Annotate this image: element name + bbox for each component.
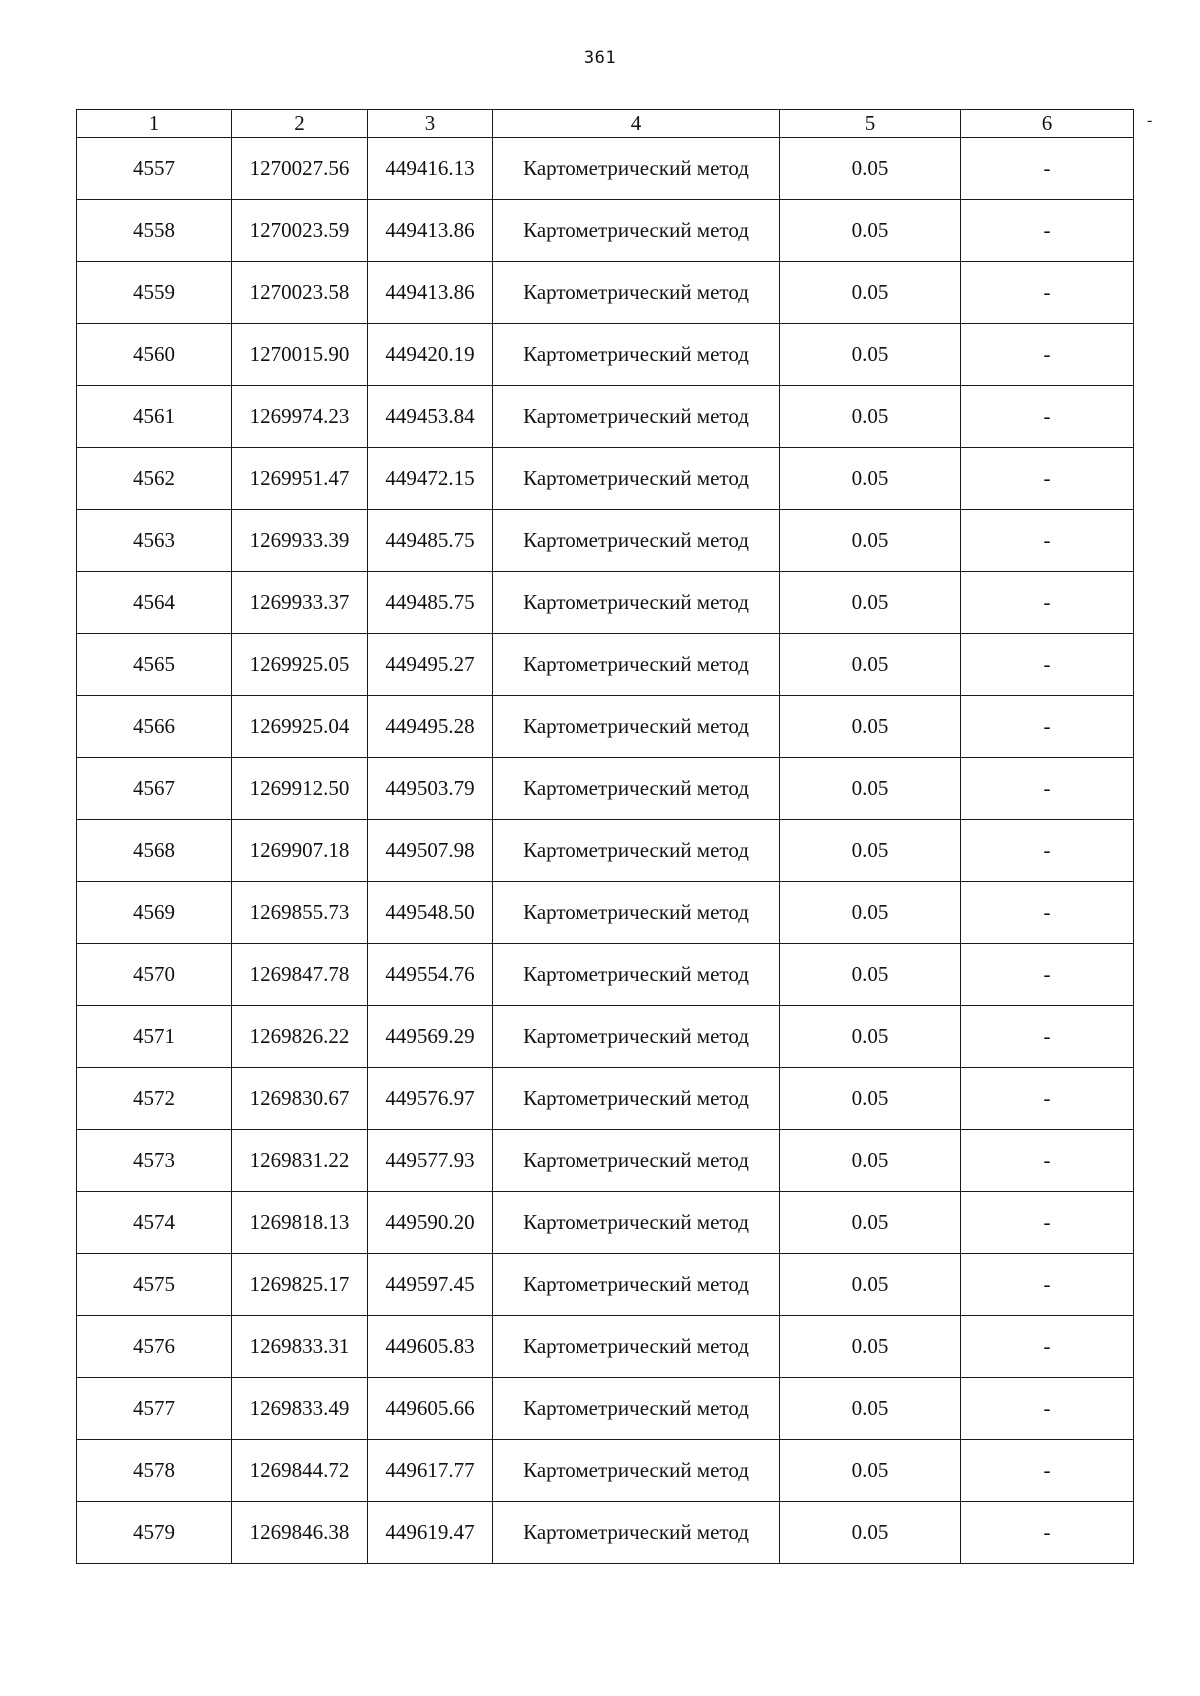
y-coordinate-cell: 449597.45 <box>368 1254 493 1316</box>
y-coordinate-cell: 449605.66 <box>368 1378 493 1440</box>
note-cell: - <box>961 1006 1134 1068</box>
table-row <box>77 634 1134 696</box>
column-header-2: 2 <box>232 110 368 138</box>
header-row <box>77 110 1134 138</box>
table-row <box>77 1254 1134 1316</box>
point-number-cell: 4565 <box>77 634 232 696</box>
table-row <box>77 882 1134 944</box>
method-cell: Картометрический метод <box>493 1316 780 1378</box>
x-coordinate-cell: 1269974.23 <box>232 386 368 448</box>
table-row <box>77 1130 1134 1192</box>
method-cell: Картометрический метод <box>493 1192 780 1254</box>
x-coordinate-cell: 1269925.05 <box>232 634 368 696</box>
point-number-cell: 4559 <box>77 262 232 324</box>
x-coordinate-cell: 1269912.50 <box>232 758 368 820</box>
precision-cell: 0.05 <box>780 1192 961 1254</box>
y-coordinate-cell: 449453.84 <box>368 386 493 448</box>
table-body <box>77 138 1134 1564</box>
method-cell: Картометрический метод <box>493 1068 780 1130</box>
table-row <box>77 1006 1134 1068</box>
table-row <box>77 1378 1134 1440</box>
method-cell: Картометрический метод <box>493 1440 780 1502</box>
note-cell: - <box>961 138 1134 200</box>
x-coordinate-cell: 1269855.73 <box>232 882 368 944</box>
method-cell: Картометрический метод <box>493 944 780 1006</box>
precision-cell: 0.05 <box>780 1254 961 1316</box>
x-coordinate-cell: 1270023.59 <box>232 200 368 262</box>
x-coordinate-cell: 1269847.78 <box>232 944 368 1006</box>
note-cell: - <box>961 448 1134 510</box>
note-cell: - <box>961 1130 1134 1192</box>
method-cell: Картометрический метод <box>493 1378 780 1440</box>
table-row <box>77 324 1134 386</box>
x-coordinate-cell: 1270027.56 <box>232 138 368 200</box>
column-header-1: 1 <box>77 110 232 138</box>
point-number-cell: 4571 <box>77 1006 232 1068</box>
precision-cell: 0.05 <box>780 572 961 634</box>
precision-cell: 0.05 <box>780 1378 961 1440</box>
y-coordinate-cell: 449420.19 <box>368 324 493 386</box>
table-row <box>77 262 1134 324</box>
method-cell: Картометрический метод <box>493 386 780 448</box>
note-cell: - <box>961 1254 1134 1316</box>
precision-cell: 0.05 <box>780 634 961 696</box>
column-header-3: 3 <box>368 110 493 138</box>
y-coordinate-cell: 449495.28 <box>368 696 493 758</box>
y-coordinate-cell: 449416.13 <box>368 138 493 200</box>
y-coordinate-cell: 449617.77 <box>368 1440 493 1502</box>
table-row <box>77 386 1134 448</box>
table-row <box>77 758 1134 820</box>
note-cell: - <box>961 1502 1134 1564</box>
method-cell: Картометрический метод <box>493 200 780 262</box>
x-coordinate-cell: 1269831.22 <box>232 1130 368 1192</box>
method-cell: Картометрический метод <box>493 138 780 200</box>
table-row <box>77 1440 1134 1502</box>
x-coordinate-cell: 1269825.17 <box>232 1254 368 1316</box>
table-row <box>77 1502 1134 1564</box>
margin-mark: - <box>1147 112 1153 129</box>
column-header-5: 5 <box>780 110 961 138</box>
x-coordinate-cell: 1269830.67 <box>232 1068 368 1130</box>
y-coordinate-cell: 449605.83 <box>368 1316 493 1378</box>
x-coordinate-cell: 1269846.38 <box>232 1502 368 1564</box>
point-number-cell: 4558 <box>77 200 232 262</box>
precision-cell: 0.05 <box>780 324 961 386</box>
method-cell: Картометрический метод <box>493 696 780 758</box>
method-cell: Картометрический метод <box>493 324 780 386</box>
y-coordinate-cell: 449485.75 <box>368 510 493 572</box>
precision-cell: 0.05 <box>780 820 961 882</box>
method-cell: Картометрический метод <box>493 634 780 696</box>
y-coordinate-cell: 449590.20 <box>368 1192 493 1254</box>
table-row <box>77 1068 1134 1130</box>
x-coordinate-cell: 1269826.22 <box>232 1006 368 1068</box>
x-coordinate-cell: 1269951.47 <box>232 448 368 510</box>
precision-cell: 0.05 <box>780 1130 961 1192</box>
y-coordinate-cell: 449548.50 <box>368 882 493 944</box>
table-row <box>77 138 1134 200</box>
note-cell: - <box>961 572 1134 634</box>
point-number-cell: 4560 <box>77 324 232 386</box>
x-coordinate-cell: 1269933.39 <box>232 510 368 572</box>
precision-cell: 0.05 <box>780 696 961 758</box>
x-coordinate-cell: 1269925.04 <box>232 696 368 758</box>
method-cell: Картометрический метод <box>493 1254 780 1316</box>
table-row <box>77 1192 1134 1254</box>
point-number-cell: 4568 <box>77 820 232 882</box>
point-number-cell: 4557 <box>77 138 232 200</box>
y-coordinate-cell: 449495.27 <box>368 634 493 696</box>
point-number-cell: 4564 <box>77 572 232 634</box>
note-cell: - <box>961 882 1134 944</box>
precision-cell: 0.05 <box>780 758 961 820</box>
precision-cell: 0.05 <box>780 944 961 1006</box>
point-number-cell: 4572 <box>77 1068 232 1130</box>
method-cell: Картометрический метод <box>493 448 780 510</box>
note-cell: - <box>961 696 1134 758</box>
method-cell: Картометрический метод <box>493 1130 780 1192</box>
note-cell: - <box>961 200 1134 262</box>
note-cell: - <box>961 758 1134 820</box>
precision-cell: 0.05 <box>780 1006 961 1068</box>
point-number-cell: 4566 <box>77 696 232 758</box>
y-coordinate-cell: 449413.86 <box>368 262 493 324</box>
method-cell: Картометрический метод <box>493 1502 780 1564</box>
method-cell: Картометрический метод <box>493 882 780 944</box>
table-header <box>77 110 1134 138</box>
y-coordinate-cell: 449413.86 <box>368 200 493 262</box>
method-cell: Картометрический метод <box>493 572 780 634</box>
y-coordinate-cell: 449485.75 <box>368 572 493 634</box>
point-number-cell: 4574 <box>77 1192 232 1254</box>
column-header-4: 4 <box>493 110 780 138</box>
y-coordinate-cell: 449507.98 <box>368 820 493 882</box>
table-row <box>77 572 1134 634</box>
precision-cell: 0.05 <box>780 1316 961 1378</box>
precision-cell: 0.05 <box>780 882 961 944</box>
point-number-cell: 4579 <box>77 1502 232 1564</box>
note-cell: - <box>961 1378 1134 1440</box>
y-coordinate-cell: 449472.15 <box>368 448 493 510</box>
table-row <box>77 510 1134 572</box>
precision-cell: 0.05 <box>780 1502 961 1564</box>
precision-cell: 0.05 <box>780 448 961 510</box>
precision-cell: 0.05 <box>780 1440 961 1502</box>
note-cell: - <box>961 1316 1134 1378</box>
note-cell: - <box>961 1068 1134 1130</box>
precision-cell: 0.05 <box>780 262 961 324</box>
point-number-cell: 4576 <box>77 1316 232 1378</box>
method-cell: Картометрический метод <box>493 1006 780 1068</box>
table-row <box>77 200 1134 262</box>
precision-cell: 0.05 <box>780 510 961 572</box>
precision-cell: 0.05 <box>780 1068 961 1130</box>
note-cell: - <box>961 510 1134 572</box>
note-cell: - <box>961 1192 1134 1254</box>
point-number-cell: 4570 <box>77 944 232 1006</box>
y-coordinate-cell: 449576.97 <box>368 1068 493 1130</box>
y-coordinate-cell: 449577.93 <box>368 1130 493 1192</box>
x-coordinate-cell: 1270023.58 <box>232 262 368 324</box>
point-number-cell: 4573 <box>77 1130 232 1192</box>
table-row <box>77 1316 1134 1378</box>
column-header-6: 6 <box>961 110 1134 138</box>
note-cell: - <box>961 1440 1134 1502</box>
x-coordinate-cell: 1269833.49 <box>232 1378 368 1440</box>
method-cell: Картометрический метод <box>493 262 780 324</box>
x-coordinate-cell: 1269818.13 <box>232 1192 368 1254</box>
note-cell: - <box>961 262 1134 324</box>
point-number-cell: 4575 <box>77 1254 232 1316</box>
precision-cell: 0.05 <box>780 386 961 448</box>
page-number: 361 <box>583 48 617 68</box>
y-coordinate-cell: 449569.29 <box>368 1006 493 1068</box>
precision-cell: 0.05 <box>780 138 961 200</box>
x-coordinate-cell: 1269933.37 <box>232 572 368 634</box>
y-coordinate-cell: 449554.76 <box>368 944 493 1006</box>
y-coordinate-cell: 449619.47 <box>368 1502 493 1564</box>
method-cell: Картометрический метод <box>493 820 780 882</box>
note-cell: - <box>961 634 1134 696</box>
x-coordinate-cell: 1269907.18 <box>232 820 368 882</box>
note-cell: - <box>961 944 1134 1006</box>
table-row <box>77 696 1134 758</box>
note-cell: - <box>961 386 1134 448</box>
precision-cell: 0.05 <box>780 200 961 262</box>
y-coordinate-cell: 449503.79 <box>368 758 493 820</box>
point-number-cell: 4562 <box>77 448 232 510</box>
point-number-cell: 4569 <box>77 882 232 944</box>
point-number-cell: 4561 <box>77 386 232 448</box>
method-cell: Картометрический метод <box>493 758 780 820</box>
note-cell: - <box>961 820 1134 882</box>
table-row <box>77 944 1134 1006</box>
point-number-cell: 4578 <box>77 1440 232 1502</box>
table-row <box>77 448 1134 510</box>
x-coordinate-cell: 1269833.31 <box>232 1316 368 1378</box>
note-cell: - <box>961 324 1134 386</box>
x-coordinate-cell: 1269844.72 <box>232 1440 368 1502</box>
table-row <box>77 820 1134 882</box>
point-number-cell: 4563 <box>77 510 232 572</box>
x-coordinate-cell: 1270015.90 <box>232 324 368 386</box>
point-number-cell: 4577 <box>77 1378 232 1440</box>
coordinates-table <box>76 109 1134 1564</box>
point-number-cell: 4567 <box>77 758 232 820</box>
method-cell: Картометрический метод <box>493 510 780 572</box>
